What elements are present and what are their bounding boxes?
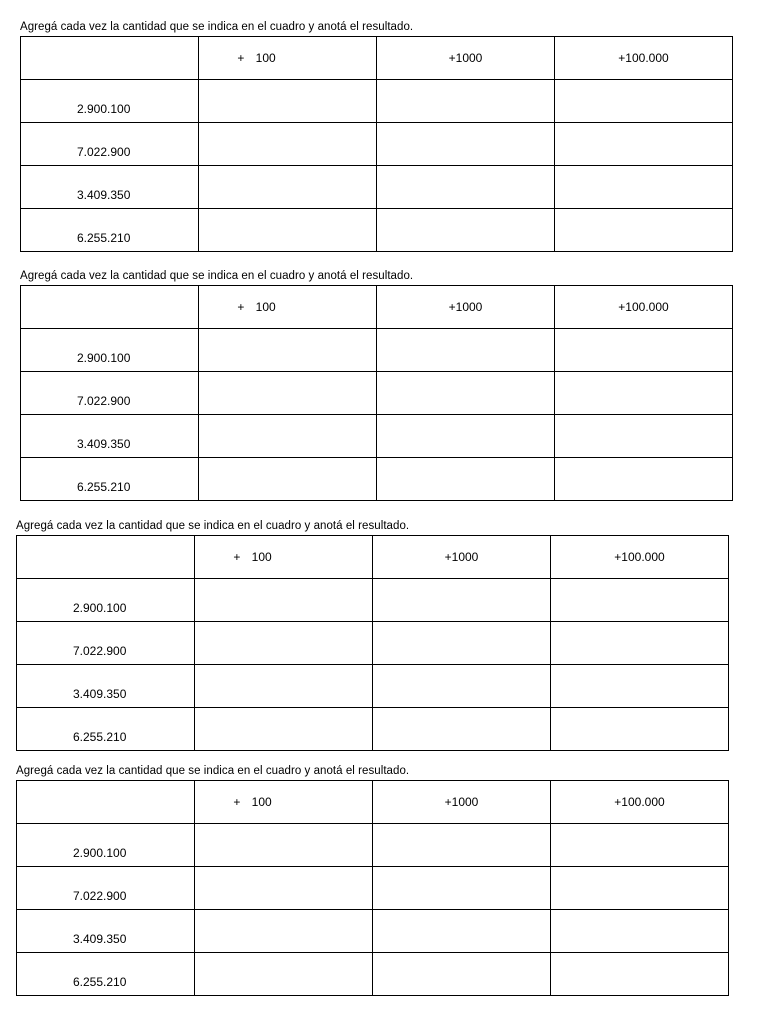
answer-cell-plus-100[interactable] bbox=[195, 622, 373, 665]
table-row bbox=[17, 579, 729, 622]
header-corner-cell bbox=[21, 37, 199, 80]
row-number-cell: 3.409.350 bbox=[21, 166, 199, 209]
table-row bbox=[17, 867, 729, 910]
header-plus-1000: +1000 bbox=[377, 37, 555, 80]
answer-cell-plus-100[interactable] bbox=[199, 458, 377, 501]
answer-cell-plus-100000[interactable] bbox=[551, 910, 729, 953]
table-row bbox=[17, 824, 729, 867]
row-number-cell: 2.900.100 bbox=[21, 329, 199, 372]
table-row bbox=[17, 910, 729, 953]
answer-cell-plus-1000[interactable] bbox=[373, 665, 551, 708]
answer-cell-plus-100000[interactable] bbox=[551, 665, 729, 708]
answer-cell-plus-100000[interactable] bbox=[551, 867, 729, 910]
answer-cell-plus-1000[interactable] bbox=[377, 80, 555, 123]
header-plus-100000: +100.000 bbox=[555, 286, 733, 329]
answer-cell-plus-100[interactable] bbox=[199, 415, 377, 458]
instruction-text: Agregá cada vez la cantidad que se indica en el cuadro y anotá el resultado. bbox=[20, 21, 414, 33]
table-row bbox=[21, 458, 733, 501]
answer-cell-plus-100[interactable] bbox=[199, 80, 377, 123]
header-plus-100000: +100.000 bbox=[555, 37, 733, 80]
answer-cell-plus-1000[interactable] bbox=[377, 166, 555, 209]
answer-cell-plus-100[interactable] bbox=[195, 579, 373, 622]
header-corner-cell bbox=[21, 286, 199, 329]
row-number-cell: 3.409.350 bbox=[17, 665, 195, 708]
row-number-cell: 7.022.900 bbox=[21, 123, 199, 166]
answer-cell-plus-1000[interactable] bbox=[373, 622, 551, 665]
table-row bbox=[21, 123, 733, 166]
answer-cell-plus-100000[interactable] bbox=[555, 372, 733, 415]
table-row bbox=[21, 372, 733, 415]
instruction-text: Agregá cada vez la cantidad que se indica en el cuadro y anotá el resultado. bbox=[20, 270, 414, 282]
answer-cell-plus-1000[interactable] bbox=[373, 708, 551, 751]
row-number-cell: 6.255.210 bbox=[21, 209, 199, 252]
answer-cell-plus-1000[interactable] bbox=[377, 209, 555, 252]
answer-cell-plus-100000[interactable] bbox=[555, 80, 733, 123]
table-row bbox=[21, 80, 733, 123]
answer-cell-plus-100[interactable] bbox=[195, 665, 373, 708]
header-corner-cell bbox=[17, 781, 195, 824]
answer-cell-plus-1000[interactable] bbox=[377, 123, 555, 166]
header-plus-1000: +1000 bbox=[377, 286, 555, 329]
row-number-cell: 2.900.100 bbox=[17, 824, 195, 867]
answer-cell-plus-100000[interactable] bbox=[555, 209, 733, 252]
header-plus-100000: +100.000 bbox=[551, 536, 729, 579]
answer-cell-plus-100[interactable] bbox=[195, 953, 373, 996]
answer-cell-plus-1000[interactable] bbox=[377, 415, 555, 458]
table-header-row bbox=[17, 536, 729, 579]
table-row bbox=[17, 708, 729, 751]
answer-cell-plus-100[interactable] bbox=[199, 329, 377, 372]
answer-cell-plus-100000[interactable] bbox=[555, 415, 733, 458]
answer-cell-plus-100000[interactable] bbox=[551, 824, 729, 867]
table-row bbox=[21, 166, 733, 209]
answer-cell-plus-1000[interactable] bbox=[373, 579, 551, 622]
answer-cell-plus-100000[interactable] bbox=[555, 329, 733, 372]
answer-cell-plus-100[interactable] bbox=[195, 708, 373, 751]
answer-cell-plus-100[interactable] bbox=[195, 824, 373, 867]
table-row bbox=[17, 953, 729, 996]
header-plus-1000: +1000 bbox=[373, 781, 551, 824]
answer-cell-plus-100000[interactable] bbox=[551, 953, 729, 996]
answer-cell-plus-100000[interactable] bbox=[551, 579, 729, 622]
answer-cell-plus-100000[interactable] bbox=[555, 123, 733, 166]
exercise-table bbox=[16, 780, 729, 996]
table-header-row bbox=[17, 781, 729, 824]
table-row bbox=[21, 209, 733, 252]
row-number-cell: 7.022.900 bbox=[17, 867, 195, 910]
exercise-table bbox=[20, 36, 733, 252]
header-plus-100000: +100.000 bbox=[551, 781, 729, 824]
answer-cell-plus-1000[interactable] bbox=[377, 372, 555, 415]
answer-cell-plus-1000[interactable] bbox=[373, 824, 551, 867]
row-number-cell: 6.255.210 bbox=[17, 708, 195, 751]
answer-cell-plus-1000[interactable] bbox=[377, 458, 555, 501]
row-number-cell: 7.022.900 bbox=[17, 622, 195, 665]
table-header-row bbox=[21, 286, 733, 329]
exercise-table bbox=[16, 535, 729, 751]
instruction-text: Agregá cada vez la cantidad que se indica en el cuadro y anotá el resultado. bbox=[16, 520, 410, 532]
answer-cell-plus-100[interactable] bbox=[195, 910, 373, 953]
header-plus-100: + 100 bbox=[199, 37, 377, 80]
answer-cell-plus-100[interactable] bbox=[199, 166, 377, 209]
header-corner-cell bbox=[17, 536, 195, 579]
answer-cell-plus-1000[interactable] bbox=[373, 910, 551, 953]
row-number-cell: 7.022.900 bbox=[21, 372, 199, 415]
header-plus-1000: +1000 bbox=[373, 536, 551, 579]
row-number-cell: 2.900.100 bbox=[17, 579, 195, 622]
row-number-cell: 2.900.100 bbox=[21, 80, 199, 123]
answer-cell-plus-1000[interactable] bbox=[377, 329, 555, 372]
answer-cell-plus-100000[interactable] bbox=[555, 458, 733, 501]
answer-cell-plus-100[interactable] bbox=[199, 123, 377, 166]
instruction-text: Agregá cada vez la cantidad que se indica en el cuadro y anotá el resultado. bbox=[16, 765, 410, 777]
row-number-cell: 6.255.210 bbox=[17, 953, 195, 996]
table-row bbox=[17, 665, 729, 708]
exercise-table bbox=[20, 285, 733, 501]
answer-cell-plus-100[interactable] bbox=[195, 867, 373, 910]
table-row bbox=[21, 329, 733, 372]
answer-cell-plus-100[interactable] bbox=[199, 372, 377, 415]
table-row bbox=[21, 415, 733, 458]
answer-cell-plus-100000[interactable] bbox=[551, 622, 729, 665]
header-plus-100: + 100 bbox=[195, 536, 373, 579]
table-row bbox=[17, 622, 729, 665]
row-number-cell: 3.409.350 bbox=[21, 415, 199, 458]
row-number-cell: 3.409.350 bbox=[17, 910, 195, 953]
answer-cell-plus-1000[interactable] bbox=[373, 953, 551, 996]
answer-cell-plus-100000[interactable] bbox=[551, 708, 729, 751]
header-plus-100: + 100 bbox=[195, 781, 373, 824]
header-plus-100: + 100 bbox=[199, 286, 377, 329]
answer-cell-plus-1000[interactable] bbox=[373, 867, 551, 910]
answer-cell-plus-100[interactable] bbox=[199, 209, 377, 252]
row-number-cell: 6.255.210 bbox=[21, 458, 199, 501]
answer-cell-plus-100000[interactable] bbox=[555, 166, 733, 209]
table-header-row bbox=[21, 37, 733, 80]
